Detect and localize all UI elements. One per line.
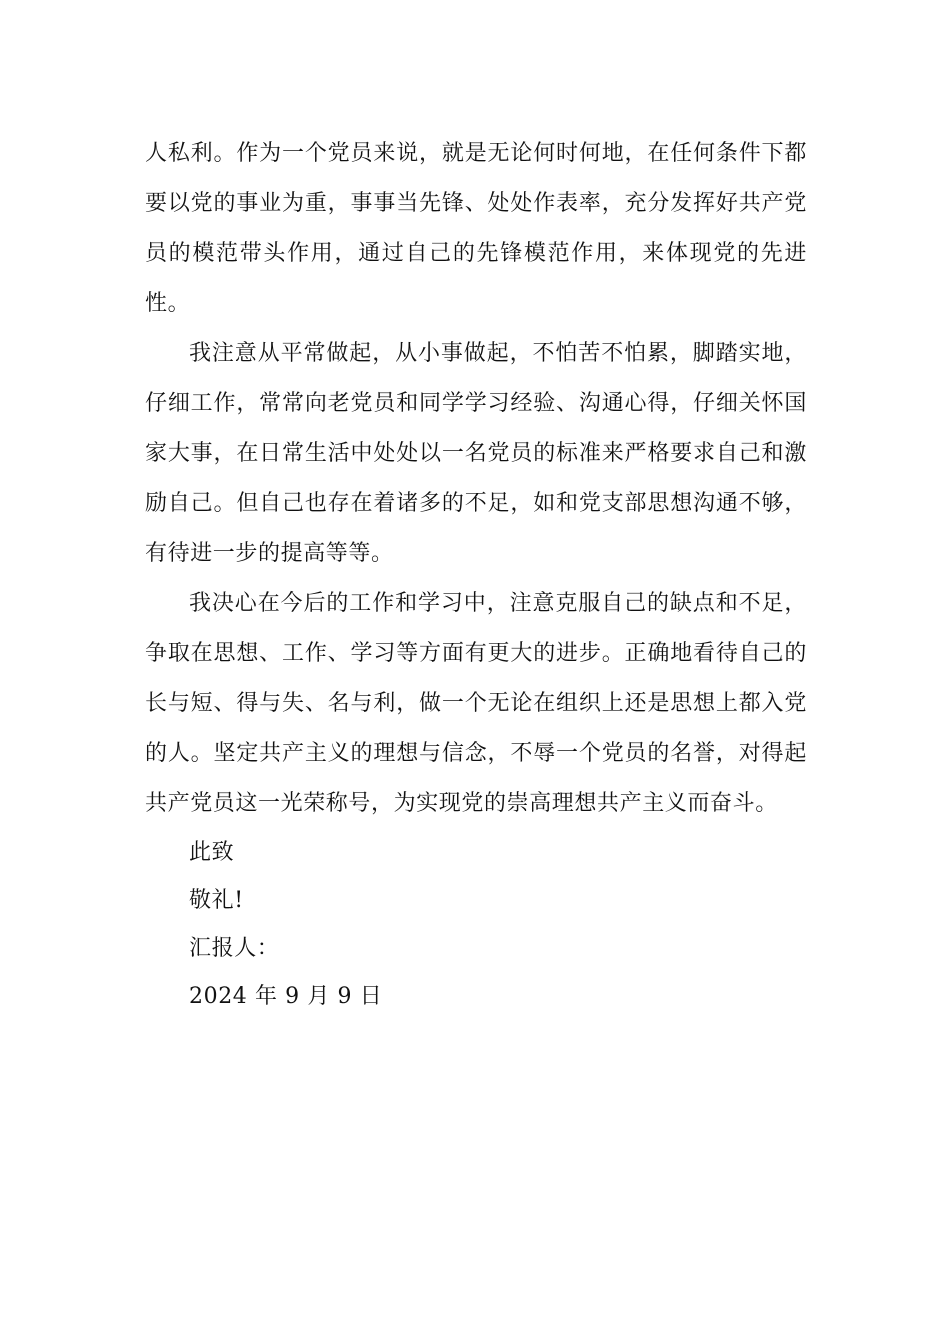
paragraph-2: 我注意从平常做起，从小事做起，不怕苦不怕累，脚踏实地，仔细工作，常常向老党员和同学学习经验、沟通心得，仔细关怀国家大事，在日常生活中处处以一名党员的标准来严格要求自己和激励自己。但自己也存在着诸多的不足，如和党支部思想沟通不够，有待进一步的提高等等。 [145, 341, 807, 566]
paragraph-1: 人私利。作为一个党员来说，就是无论何时何地，在任何条件下都要以党的事业为重，事事当先锋、处处作表率，充分发挥好共产党员的模范带头作用，通过自己的先锋模范作用，来体现党的先进性。 [145, 141, 807, 316]
closing-salutation: 此致 [189, 840, 235, 865]
report-date: 2024 年 9 月 9 日 [189, 984, 383, 1009]
document-body [145, 129, 807, 1021]
reporter-label: 汇报人： [189, 936, 280, 961]
closing-regards: 敬礼! [189, 888, 244, 913]
paragraph-3: 我决心在今后的工作和学习中，注意克服自己的缺点和不足，争取在思想、工作、学习等方面有更大的进步。正确地看待自己的长与短、得与失、名与利，做一个无论在组织上还是思想上都入党的人。坚定共产主义的理想与信念，不辱一个党员的名誉，对得起共产党员这一光荣称号，为实现党的崇高理想共产主义而奋斗。 [145, 591, 807, 816]
